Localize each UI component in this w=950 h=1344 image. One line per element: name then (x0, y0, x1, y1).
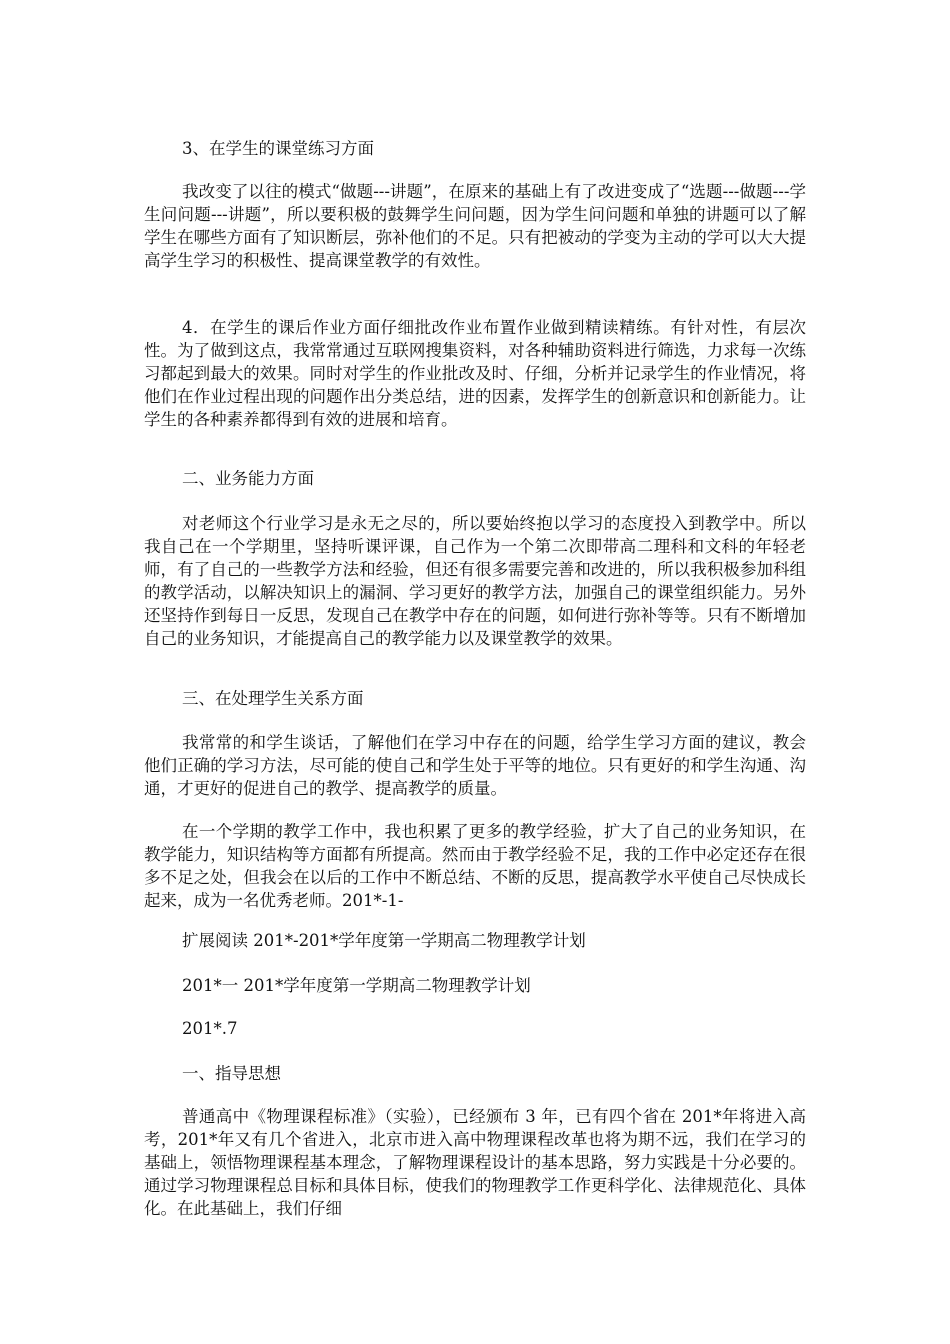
paragraph-curriculum-standard: 普通高中《物理课程标准》（实验），已经颁布 3 年，已有四个省在 201*年将进入高考，201*年又有几个省进入，北京市进入高中物理课程改革也将为期不远，我们在学习的基础上，领悟物理课程基本理念，了解物理课程设计的基本思路，努力实践是十分必要的。通过学习物理课程总目标和具体目标，使我们的物理教学工作更科学化、法律规范化、具体化。在此基础上，我们仔细 (144, 1107, 806, 1218)
section-heading-guiding-ideology: 一、指导思想 (182, 1064, 281, 1083)
section-heading-classroom-practice: 3、在学生的课堂练习方面 (182, 139, 374, 158)
paragraph-continuous-learning: 对老师这个行业学习是永无之尽的，所以要始终抱以学习的态度投入到教学中。所以我自己在一个学期里，坚持听课评课，自己作为一个第二次即带高二理科和文科的年轻老师，有了自己的一些教学方法和经验，但还有很多需要完善和改进的，所以我积极参加科组的教学活动，以解决知识上的漏洞、学习更好的教学方法，加强自己的课堂组织能力。另外还坚持作到每日一反思，发现自己在教学中存在的问题，如何进行弥补等等。只有不断增加自己的业务知识，才能提高自己的教学能力以及课堂教学的效果。 (144, 514, 806, 648)
paragraph-semester-summary: 在一个学期的教学工作中，我也积累了更多的教学经验，扩大了自己的业务知识，在教学能力，知识结构等方面都有所提高。然而由于教学经验不足，我的工作中必定还存在很多不足之处，但我会在以后的工作中不断总结、不断的反思，提高教学水平使自己尽快成长起来，成为一名优秀老师。201*-1- (144, 822, 806, 910)
paragraph-practice-mode: 我改变了以往的模式“做题---讲题”，在原来的基础上有了改进变成了“选题---做题---学生问问题---讲题”，所以要积极的鼓舞学生问问题，因为学生问问题和单独的讲题可以了解学生在哪些方面有了知识断层，弥补他们的不足。只有把被动的学变为主动的学可以大大提高学生学习的积极性、提高课堂教学的有效性。 (144, 182, 806, 270)
section-heading-professional-ability: 二、业务能力方面 (182, 469, 314, 488)
extended-reading-title: 扩展阅读 201*-201*学年度第一学期高二物理教学计划 (182, 931, 586, 950)
plan-title: 201*一 201*学年度第一学期高二物理教学计划 (182, 976, 531, 995)
section-heading-student-relations: 三、在处理学生关系方面 (182, 689, 364, 708)
paragraph-homework: 4．在学生的课后作业方面仔细批改作业布置作业做到精读精练。有针对性，有层次性。为了做到这点，我常常通过互联网搜集资料，对各种辅助资料进行筛选，力求每一次练习都起到最大的效果。同时对学生的作业批改及时、仔细，分析并记录学生的作业情况，将他们在作业过程出现的问题作出分类总结，进的因素，发挥学生的创新意识和创新能力。让学生的各种素养都得到有效的进展和培育。 (144, 318, 806, 429)
plan-date: 201*.7 (182, 1019, 238, 1038)
paragraph-student-talks: 我常常的和学生谈话，了解他们在学习中存在的问题，给学生学习方面的建议，教会他们正确的学习方法，尽可能的使自己和学生处于平等的地位。只有更好的和学生沟通、沟通，才更好的促进自己的教学、提高教学的质量。 (144, 733, 806, 798)
